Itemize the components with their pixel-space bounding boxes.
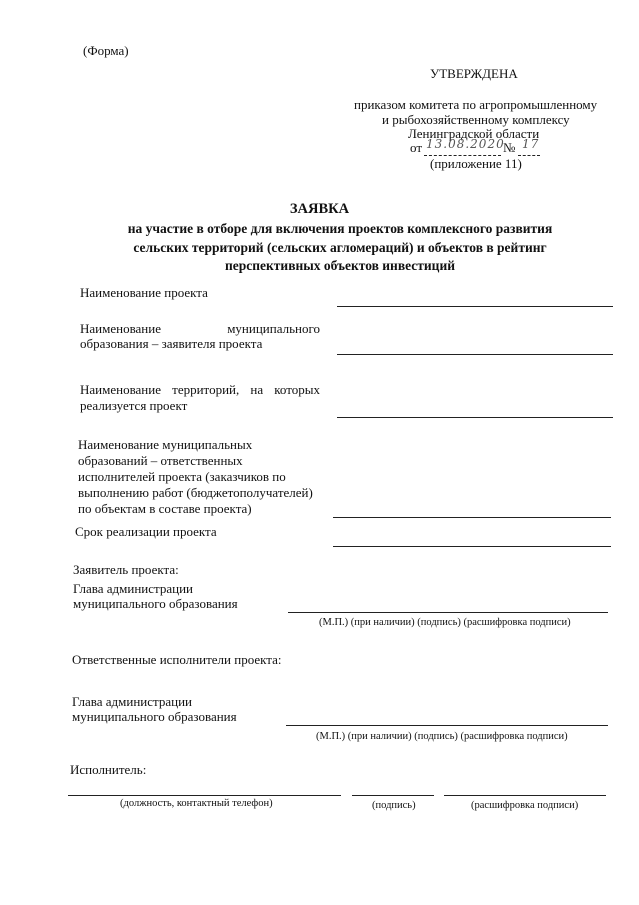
performer-heading: Исполнитель:	[70, 762, 147, 777]
territories-label-line-2: реализуется проект	[80, 398, 188, 413]
executors-head-line-2: муниципального образования	[72, 709, 237, 724]
approval-line-1: приказом комитета по агропромышленному	[354, 97, 598, 112]
executors-signature-line[interactable]	[286, 725, 608, 726]
performer-signature-line[interactable]	[352, 795, 434, 796]
term-line[interactable]	[333, 546, 611, 547]
project-name-label: Наименование проекта	[80, 285, 208, 300]
term-label: Срок реализации проекта	[75, 524, 217, 539]
applicant-head-line-1: Глава администрации	[73, 581, 194, 596]
form-label: (Форма)	[83, 43, 129, 58]
executors-heading: Ответственные исполнители проекта:	[72, 652, 282, 667]
approval-from: от	[410, 140, 423, 155]
project-name-line[interactable]	[337, 306, 613, 307]
subtitle-line-1: на участие в отборе для включения проектов комплексного развития	[127, 221, 553, 236]
performer-decoding-caption: (расшифровка подписи)	[471, 800, 579, 811]
approval-number-handwritten: 17	[522, 137, 540, 151]
approval-date-handwritten: 13.08.2020	[426, 137, 505, 151]
responsible-label-line-3: исполнителей проекта (заказчиков по	[78, 469, 286, 484]
territories-line[interactable]	[337, 417, 613, 418]
approval-line-2: и рыбохозяйственному комплексу	[382, 112, 570, 127]
responsible-label	[78, 437, 328, 517]
subtitle-line-2: сельских территорий (сельских агломераций) и объектов в рейтинг	[133, 239, 547, 255]
document-title: ЗАЯВКА	[289, 201, 350, 217]
approval-number-sign: №	[503, 140, 516, 155]
responsible-label-line-5: по объектам в составе проекта)	[78, 501, 252, 516]
applicant-signature-caption: (М.П.) (при наличии) (подпись) (расшифровка подписи)	[319, 617, 571, 628]
approved-label: УТВЕРЖДЕНА	[430, 66, 518, 81]
approval-appendix: (приложение 11)	[430, 156, 522, 171]
responsible-label-line-4: выполнению работ (бюджетополучателей)	[78, 485, 313, 500]
subtitle-line-3: перспективных объектов инвестиций	[224, 258, 456, 273]
approval-line-3: Ленинградской области	[408, 126, 540, 141]
executors-signature-caption: (М.П.) (при наличии) (подпись) (расшифровка подписи)	[316, 731, 568, 742]
performer-position-line[interactable]	[68, 795, 341, 796]
executors-head-line-1: Глава администрации	[72, 694, 193, 709]
responsible-label-line-2: образований – ответственных	[78, 453, 243, 468]
municipality-label-line-2: образования – заявителя проекта	[80, 336, 263, 351]
performer-decoding-line[interactable]	[444, 795, 606, 796]
responsible-line[interactable]	[333, 517, 611, 518]
document-subtitle	[100, 220, 580, 276]
applicant-signature-line[interactable]	[288, 612, 608, 613]
municipality-label-line-1: Наименование муниципального	[80, 321, 320, 336]
applicant-head-line-2: муниципального образования	[73, 596, 238, 611]
territories-label-line-1: Наименование территорий, на которых	[80, 382, 320, 397]
performer-position-caption: (должность, контактный телефон)	[120, 798, 273, 809]
municipality-line[interactable]	[337, 354, 613, 355]
performer-signature-caption: (подпись)	[372, 800, 416, 811]
responsible-label-line-1: Наименование муниципальных	[78, 437, 253, 452]
applicant-heading: Заявитель проекта:	[73, 562, 179, 577]
